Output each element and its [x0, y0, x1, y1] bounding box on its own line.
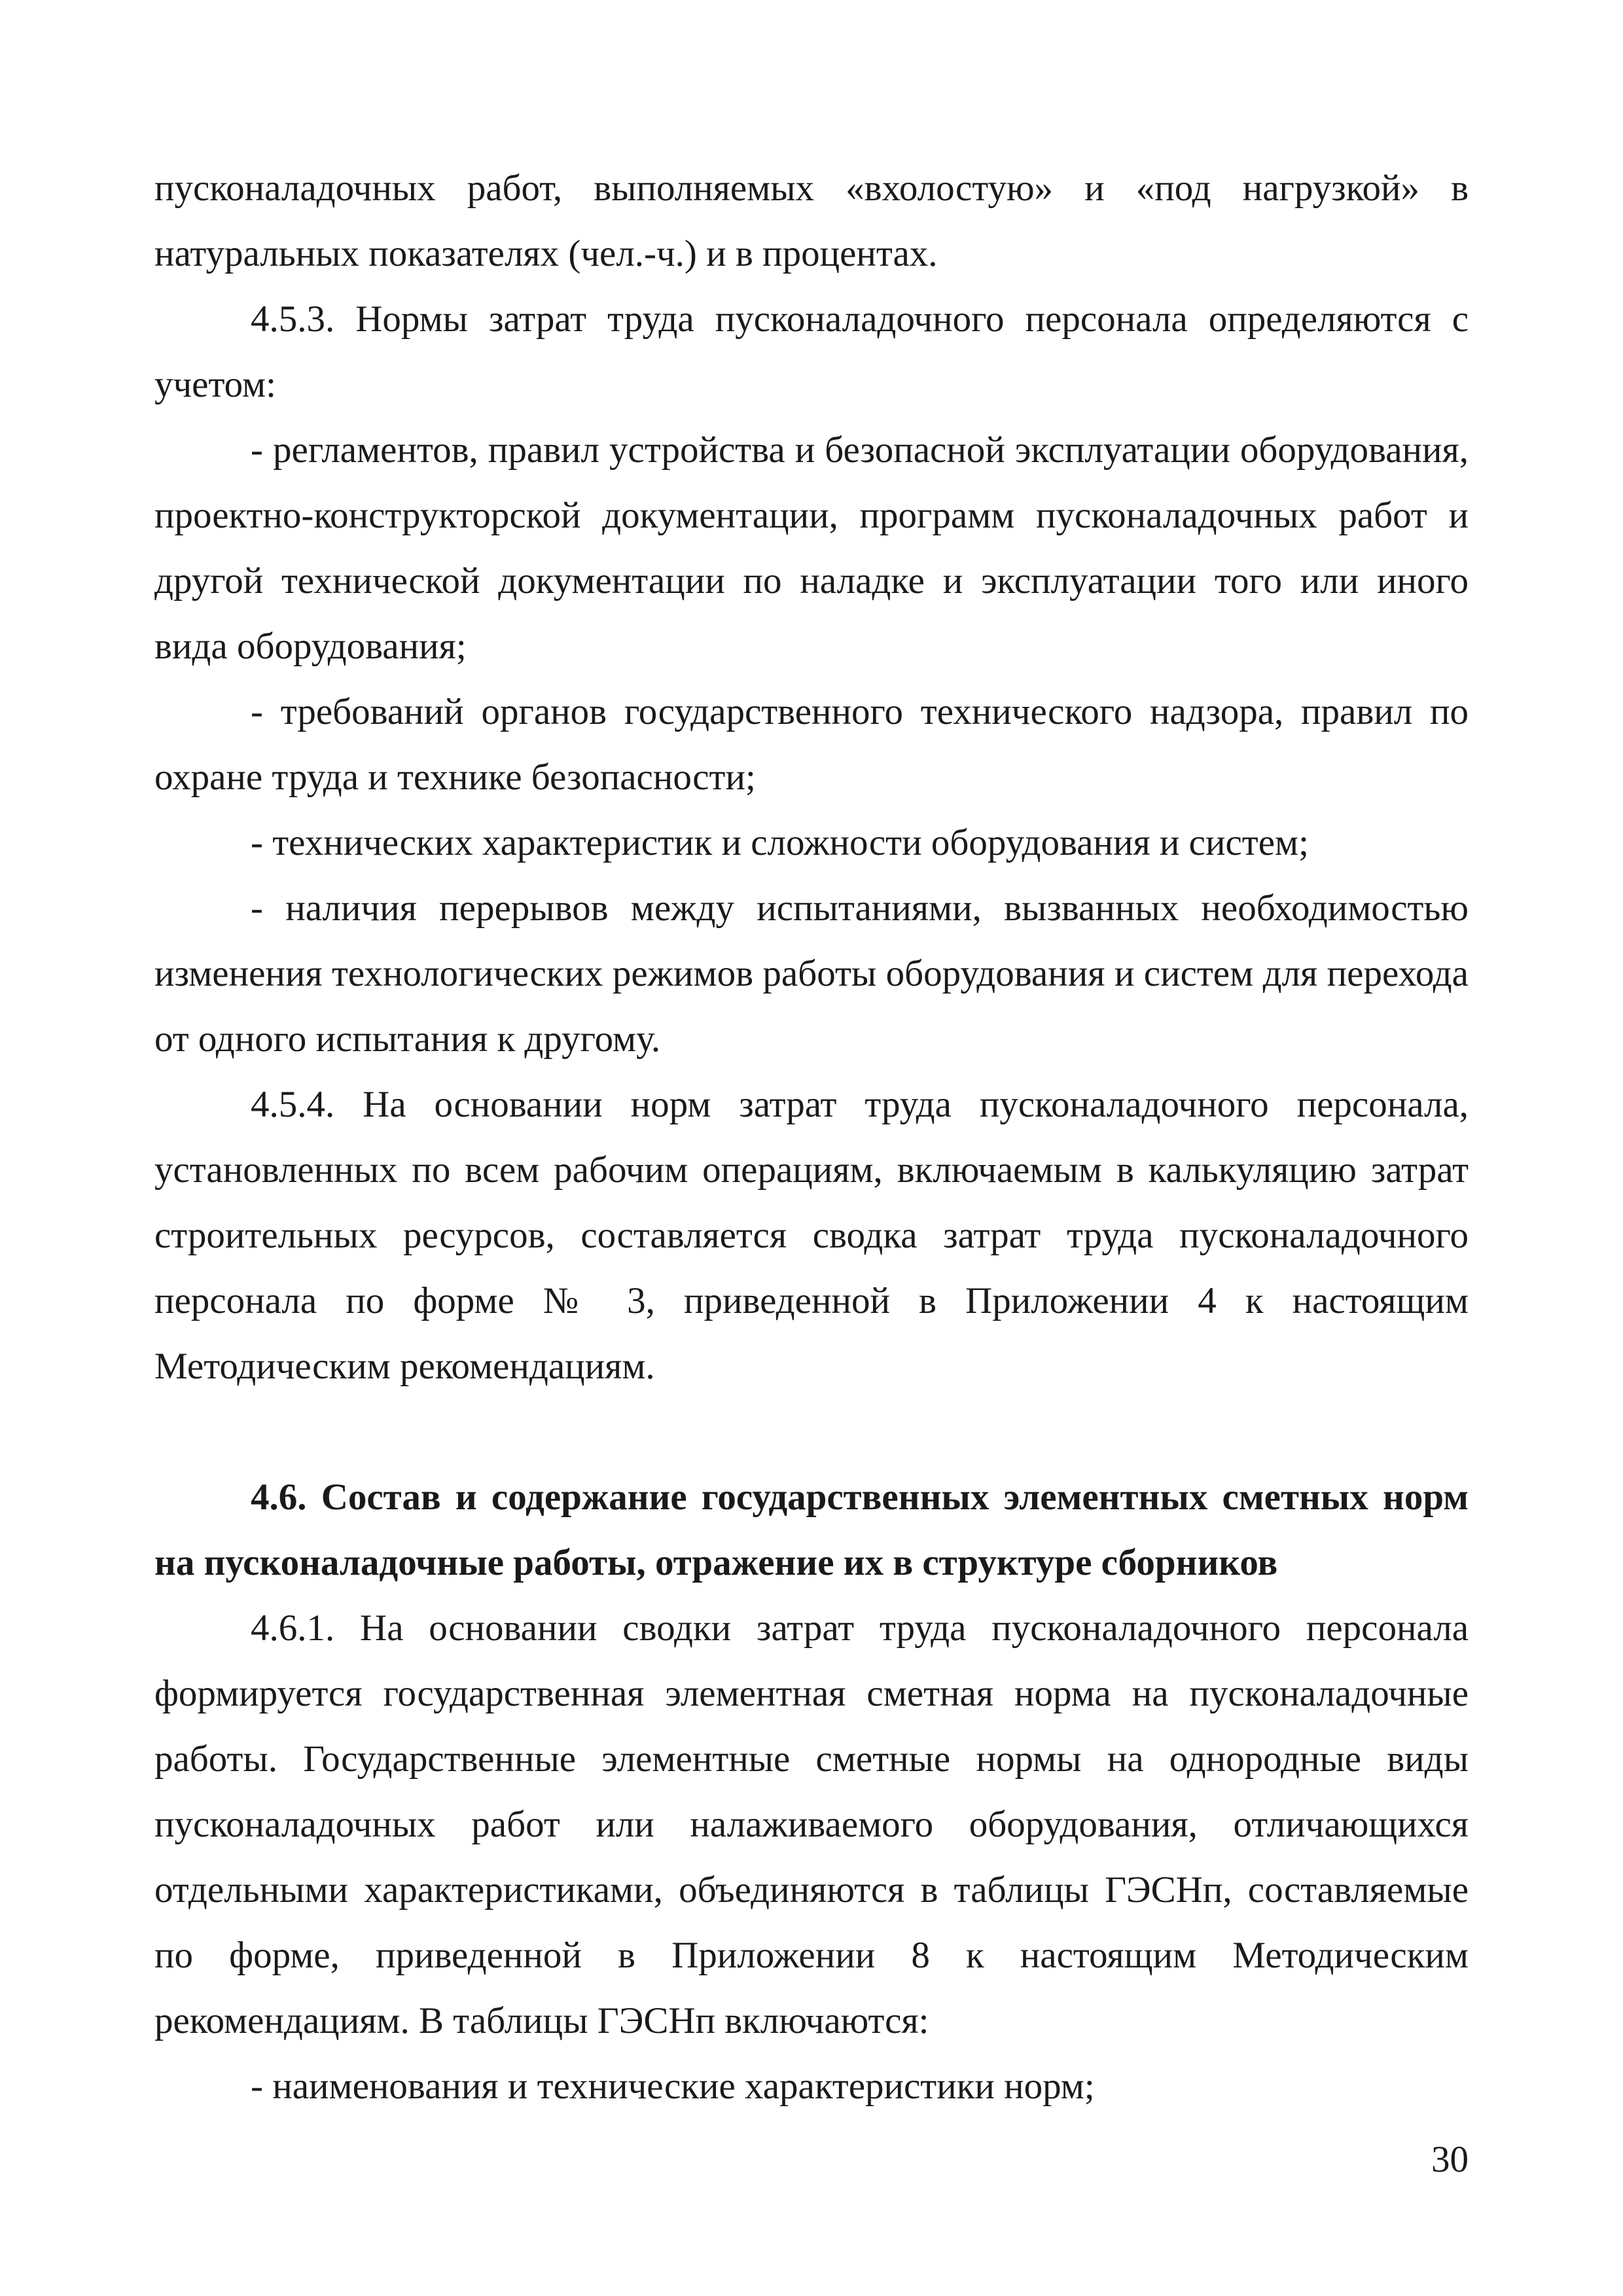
list-item-technical-characteristics: - технических характеристик и сложности оборудования и систем;: [251, 822, 1309, 863]
page-number: 30: [1431, 2139, 1469, 2180]
paragraph-4-5-4: 4.5.4. На основании норм затрат труда пусконаладочного персонала, установленных по всем рабочим операциям, включаемым в калькуляцию затрат строительных ресурсов, составляется сводка затрат труда пусконаладочного персонала по форме № 3, приведенной в Приложении 4 к настоящим Методическим рекомендациям.: [154, 1084, 1469, 1387]
section-heading-4-6: 4.6. Состав и содержание государственных элементных сметных норм на пусконаладочные работы, отражение их в структуре сборников: [154, 1477, 1469, 1583]
list-item-test-breaks: - наличия перерывов между испытаниями, вызванных необходимостью изменения технологических режимов работы оборудования и систем для перехода от одного испытания к другому.: [154, 888, 1469, 1060]
document-page: [154, 156, 1469, 2119]
paragraph-4-5-3: 4.5.3. Нормы затрат труда пусконаладочного персонала определяются с учетом:: [154, 298, 1469, 405]
list-item-regulations: - регламентов, правил устройства и безопасной эксплуатации оборудования, проектно-конструкторской документации, программ пусконаладочных работ и другой технической документации по наладке и эксплуатации того или иного вида оборудования;: [154, 429, 1469, 667]
list-item-norm-names: - наименования и технические характеристики норм;: [251, 2066, 1095, 2107]
paragraph-continuation: пусконаладочных работ, выполняемых «вхолостую» и «под нагрузкой» в натуральных показателях (чел.-ч.) и в процентах.: [154, 168, 1469, 274]
list-item-supervision-requirements: - требований органов государственного технического надзора, правил по охране труда и технике безопасности;: [154, 691, 1469, 798]
paragraph-4-6-1: 4.6.1. На основании сводки затрат труда пусконаладочного персонала формируется государственная элементная сметная норма на пусконаладочные работы. Государственные элементные сметные нормы на однородные виды пусконаладочных работ или налаживаемого оборудования, отличающихся отдельными характеристиками, объединяются в таблицы ГЭСНп, составляемые по форме, приведенной в Приложении 8 к настоящим Методическим рекомендациям. В таблицы ГЭСНп включаются:: [154, 1607, 1469, 2041]
